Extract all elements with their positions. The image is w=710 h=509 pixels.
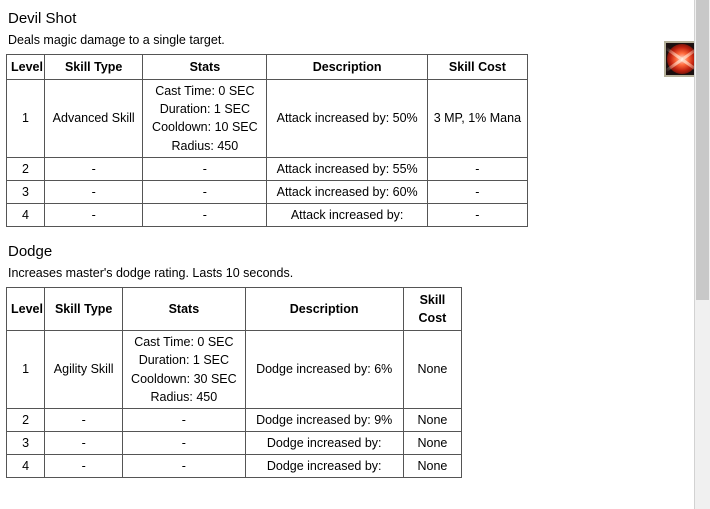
cell-skill-type: - — [45, 455, 123, 478]
table-row — [7, 80, 528, 158]
stat-cast-time: Cast Time: 0 SEC — [134, 335, 234, 350]
table-row — [7, 431, 462, 454]
table-header-row — [7, 288, 462, 331]
stat-radius: Radius: 450 — [171, 138, 239, 153]
cell-level: 2 — [7, 157, 45, 180]
table-header-row — [7, 55, 528, 80]
cell-stats — [123, 331, 245, 409]
cell-description: Dodge increased by: — [245, 455, 403, 478]
cell-skill-cost: - — [427, 180, 527, 203]
column-header-skill-cost: Skill Cost — [403, 288, 461, 331]
cell-skill-type: - — [45, 431, 123, 454]
cell-skill-type: Agility Skill — [45, 331, 123, 409]
column-header-level: Level — [7, 288, 45, 331]
cell-description: Dodge increased by: 9% — [245, 408, 403, 431]
stat-radius: Radius: 450 — [150, 389, 218, 404]
column-header-stats: Stats — [123, 288, 245, 331]
column-header-level: Level — [7, 55, 45, 80]
table-row — [7, 203, 528, 226]
column-header-description: Description — [267, 55, 427, 80]
cell-description: Attack increased by: 55% — [267, 157, 427, 180]
stat-duration: Duration: 1 SEC — [159, 102, 251, 117]
skill-description-devil-shot: Deals magic damage to a single target. — [8, 33, 225, 47]
cell-stats: - — [143, 203, 267, 226]
table-row — [7, 157, 528, 180]
cell-level: 4 — [7, 203, 45, 226]
cell-skill-cost: - — [427, 203, 527, 226]
cell-skill-cost: - — [427, 157, 527, 180]
cell-description: Attack increased by: — [267, 203, 427, 226]
cell-level: 3 — [7, 431, 45, 454]
cell-stats: - — [123, 408, 245, 431]
stat-cooldown: Cooldown: 30 SEC — [131, 371, 237, 386]
cell-level: 1 — [7, 80, 45, 158]
cell-skill-type: - — [45, 408, 123, 431]
cell-level: 1 — [7, 331, 45, 409]
skill-table-devil-shot — [6, 54, 528, 227]
skill-table-dodge — [6, 287, 462, 478]
cell-stats: - — [143, 180, 267, 203]
column-header-skill-type: Skill Type — [45, 55, 143, 80]
stat-cast-time: Cast Time: 0 SEC — [155, 84, 255, 99]
cell-skill-cost: None — [403, 331, 461, 409]
cell-stats: - — [123, 431, 245, 454]
cell-description: Attack increased by: 50% — [267, 80, 427, 158]
skill-title-devil-shot: Devil Shot — [8, 10, 77, 27]
cell-stats: - — [143, 157, 267, 180]
stat-duration: Duration: 1 SEC — [138, 353, 230, 368]
table-row — [7, 408, 462, 431]
column-header-skill-type: Skill Type — [45, 288, 123, 331]
cell-description: Dodge increased by: — [245, 431, 403, 454]
cell-skill-cost: None — [403, 455, 461, 478]
cell-skill-type: - — [45, 157, 143, 180]
cell-level: 3 — [7, 180, 45, 203]
skill-description-dodge: Increases master's dodge rating. Lasts 10 seconds. — [8, 266, 294, 280]
column-header-skill-cost: Skill Cost — [427, 55, 527, 80]
column-header-description: Description — [245, 288, 403, 331]
cell-description: Dodge increased by: 6% — [245, 331, 403, 409]
skill-title-dodge: Dodge — [8, 243, 53, 260]
cell-skill-cost: None — [403, 431, 461, 454]
table-row — [7, 331, 462, 409]
page-scrollbar[interactable] — [694, 0, 710, 509]
scrollbar-thumb[interactable] — [696, 0, 709, 300]
cell-level: 2 — [7, 408, 45, 431]
stat-cooldown: Cooldown: 10 SEC — [152, 120, 258, 135]
section-spacer — [6, 227, 700, 241]
table-row — [7, 180, 528, 203]
cell-description: Attack increased by: 60% — [267, 180, 427, 203]
table-row — [7, 455, 462, 478]
column-header-stats: Stats — [143, 55, 267, 80]
cell-skill-cost: None — [403, 408, 461, 431]
cell-stats: - — [123, 455, 245, 478]
cell-level: 4 — [7, 455, 45, 478]
cell-stats — [143, 80, 267, 158]
cell-skill-type: - — [45, 203, 143, 226]
cell-skill-type: - — [45, 180, 143, 203]
cell-skill-cost: 3 MP, 1% Mana — [427, 80, 527, 158]
cell-skill-type: Advanced Skill — [45, 80, 143, 158]
